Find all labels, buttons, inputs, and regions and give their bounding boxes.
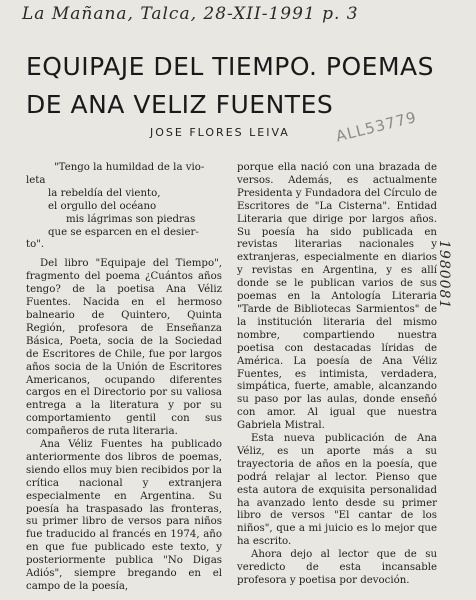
article-paragraph: porque ella nació con una brazada de versos. Además, es actualmente Presidenta y Fundadora del Círculo de Escritores de "La Cisterna". Entidad Literaria que dirige por largos años. Su poesía ha sido publicada en revistas literarias nacionales y extranjeras, especialmente en diarios y revistas en Argentina, y es allí donde se le publican varios de sus poemas en la Antología Literaria "Tarde de Bibliotecas Sarmientos" de la institución literaria del mismo nombre, compartiendo nuestra poetisa con destacadas líridas de América. La poesía de Ana Véliz Fuentes, es intimista, verdadera, simpática, fuerte, amable, alcanzando su paso por las aulas, donde enseñó con amor. Al igual que nuestra Gabriela Mistral.	[237, 162, 437, 432]
handwritten-side-code: 1980081	[436, 240, 452, 310]
poem-line: leta	[26, 174, 46, 186]
article-byline: JOSE FLORES LEIVA	[150, 126, 290, 139]
poem-line: mis lágrimas son piedras	[66, 213, 196, 225]
article-paragraph: Ahora dejo al lector que de su veredicto de esta incansable profesora y poetisa por devoción.	[237, 549, 437, 586]
article-paragraph: Del libro "Equipaje del Tiempo", fragmento del poema ¿Cuántos años tengo? de la poetisa Ana Véliz Fuentes. Nacida en el hermoso balneario de Quintero, Quinta Región, profesora de Enseñanza Básica, Poeta, socia de la Sociedad de Escritores de Chile, fue por largos años socia de la Unión de Escritores Americanos, ocupando diferentes cargos en el Directorio por su valiosa entrega a la literatura y por su comportamiento gentil con sus compañeros de ruta literaria.	[26, 258, 222, 438]
poem-line: "Tengo la humildad de la vio-	[54, 162, 205, 173]
article-paragraph: Esta nueva publicación de Ana Véliz, es un aporte más a su trayectoria de años en la poesía, que podrá relajar al lector. Pienso que esta autora de exquisita personalidad ha avanzado lento desde su primer libro de versos "El cantar de los niños", que a mi juicio es lo mejor que ha escrito.	[237, 433, 437, 548]
poem-excerpt	[26, 162, 222, 252]
poem-line: el orgullo del océano	[48, 200, 157, 212]
article-paragraph: Ana Véliz Fuentes ha publicado anteriormente dos libros de poemas, siendo ellos muy bien recibidos por la crítica nacional y extranjera especialmente en Argentina. Su poesía ha traspasado las fronteras, su primer libro de versos para niños fue traducido al francés en 1974, año en que fue publicado este texto, y posteriormente publica "No Digas Adiós", siempre bregando en el campo de la poesía,	[26, 439, 222, 592]
handwritten-source-note: La Mañana, Talca, 28-XII-1991 p. 3	[22, 4, 359, 24]
article-title: EQUIPAJE DEL TIEMPO. POEMAS DE ANA VELIZ FUENTES	[26, 52, 434, 119]
poem-line: que se esparcen en el desier-	[48, 226, 199, 238]
poem-line: to".	[26, 239, 45, 251]
right-column	[237, 162, 437, 588]
archive-stamp: ALL53779	[334, 107, 419, 146]
left-column	[26, 162, 222, 594]
poem-line: la rebeldía del viento,	[48, 187, 161, 199]
